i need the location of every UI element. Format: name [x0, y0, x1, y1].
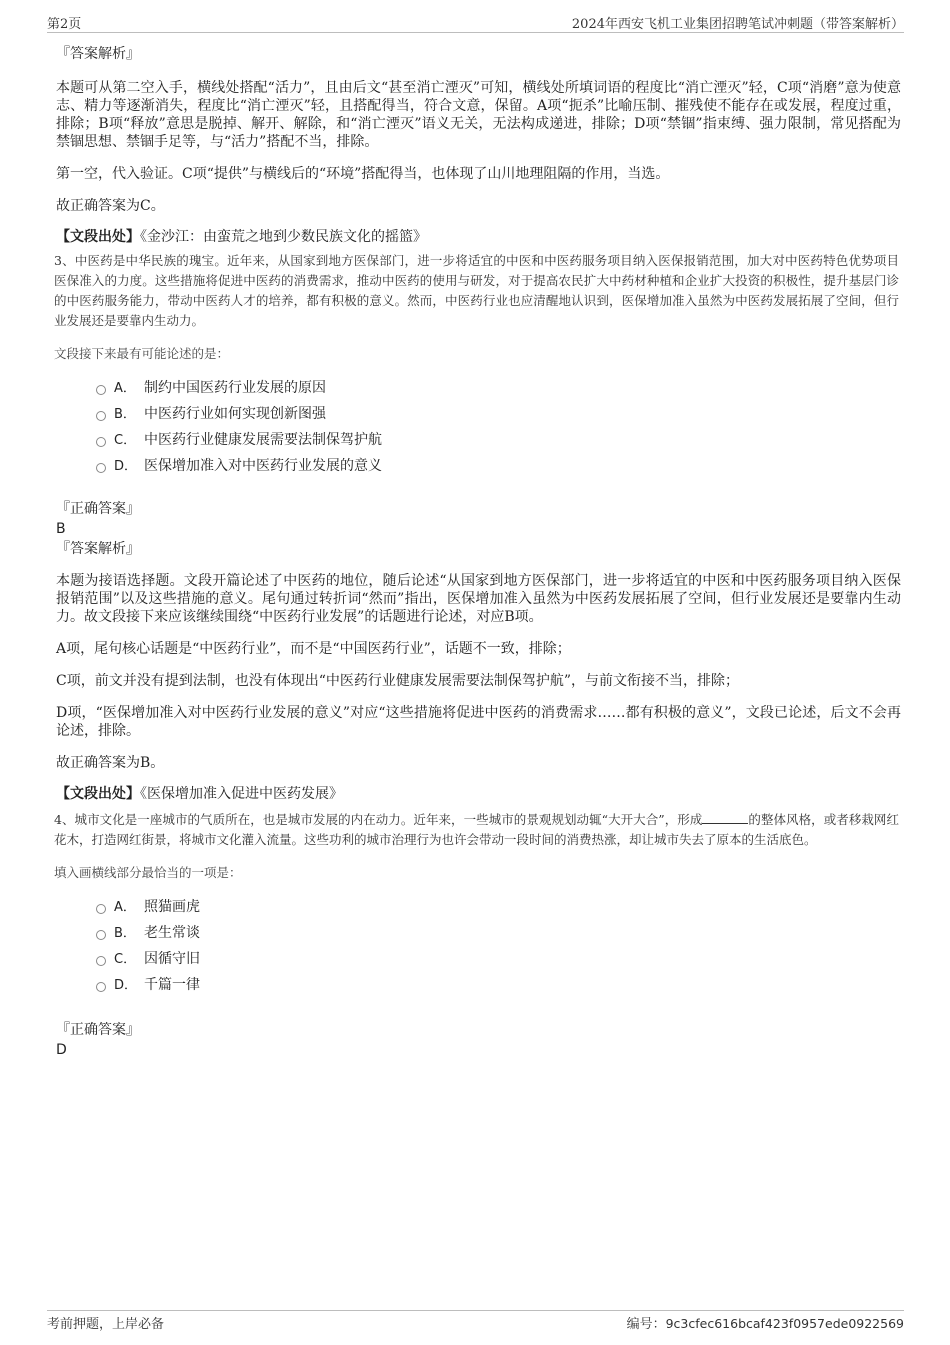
radio-icon[interactable] — [96, 437, 106, 447]
analysis-paragraph: 本题可从第二空入手，横线处搭配“活力”，且由后文“甚至消亡湮灭”可知，横线处所填词语的程度比“消亡湮灭”轻，C项“消磨”意为使意志、精力等逐渐消失，程度比“消亡湮灭”轻，且搭配得当，符合文意，保留。A项“扼杀”比喻压制、摧残使不能存在或发展，程度过重，排除；B项“释放”意思是脱掉、解开、解除，和“消亡湮灭”语义无关，无法构成递进，排除；D项“禁锢”指束缚、强力限制，常见搭配为禁锢思想、禁锢手足等，与“活力”搭配不当，排除。 — [56, 80, 901, 150]
radio-icon[interactable] — [96, 385, 106, 395]
document-code: 编号：9c3cfec616bcaf423f0957ede0922569 — [626, 1316, 904, 1332]
source-title: 《金沙江：由蛮荒之地到少数民族文化的摇篮》 — [140, 229, 427, 245]
footer-slogan: 考前押题，上岸必备 — [47, 1317, 165, 1332]
source-label: 【文段出处】 — [56, 786, 140, 802]
radio-icon[interactable] — [96, 904, 106, 914]
analysis-conclusion: 故正确答案为C。 — [56, 198, 165, 214]
source-title: 《医保增加准入促进中医药发展》 — [140, 786, 343, 802]
page-footer — [47, 1313, 904, 1331]
radio-icon[interactable] — [96, 930, 106, 940]
option-d[interactable]: D． 医保增加准入对中医药行业发展的意义 — [96, 453, 941, 479]
answer-analysis-tag: 『答案解析』 — [56, 541, 140, 557]
option-a[interactable]: A． 照猫画虎 — [96, 894, 941, 920]
question-4-prompt: 填入画横线部分最恰当的一项是： — [54, 865, 242, 880]
fill-blank — [702, 811, 748, 824]
question-4-text: 4、城市文化是一座城市的气质所在，也是城市发展的内在动力。近年来，一些城市的景观规划动辄“大开大合”，形成 的整体风格，或者移栽网红花木，打造网红街景，将城市文化灌入流量。这些功利的城市治理行为也许会带动一段时间的消费热涨，却让城市失去了原本的生活底色。 — [54, 812, 899, 847]
analysis-conclusion: 故正确答案为B。 — [56, 755, 165, 771]
correct-answer-tag: 『正确答案』 — [56, 1022, 140, 1038]
page-content — [56, 44, 901, 1060]
option-c[interactable]: C． 因循守旧 — [96, 946, 941, 972]
header-divider — [47, 32, 904, 33]
question-3-prompt: 文段接下来最有可能论述的是： — [54, 346, 230, 361]
page-header — [47, 13, 904, 31]
correct-answer: D — [56, 1042, 67, 1058]
radio-icon[interactable] — [96, 463, 106, 473]
question-3-options — [56, 375, 901, 479]
option-b[interactable]: B． 中医药行业如何实现创新图强 — [96, 401, 941, 427]
radio-icon[interactable] — [96, 982, 106, 992]
option-c[interactable]: C． 中医药行业健康发展需要法制保驾护航 — [96, 427, 941, 453]
question-4-options — [56, 894, 901, 998]
answer-analysis-tag: 『答案解析』 — [56, 46, 140, 62]
analysis-paragraph: 第一空，代入验证。C项“提供”与横线后的“环境”搭配得当，也体现了山川地理阻隔的作用，当选。 — [56, 166, 670, 182]
analysis-paragraph: A项，尾句核心话题是“中医药行业”，而不是“中国医药行业”，话题不一致，排除； — [56, 641, 571, 657]
option-b[interactable]: B． 老生常谈 — [96, 920, 941, 946]
source-line — [56, 227, 901, 247]
analysis-paragraph: D项，“医保增加准入对中医药行业发展的意义”对应“这些措施将促进中医药的消费需求……都有积极的意义”，文段已论述，后文不会再论述，排除。 — [56, 705, 901, 739]
option-d[interactable]: D． 千篇一律 — [96, 972, 941, 998]
source-label: 【文段出处】 — [56, 229, 140, 245]
radio-icon[interactable] — [96, 956, 106, 966]
analysis-paragraph: 本题为接语选择题。文段开篇论述了中医药的地位，随后论述“从国家到地方医保部门，进一步将适宜的中医和中医药服务项目纳入医保报销范围”以及这些措施的意义。尾句通过转折词“然而”指出，医保增加准入虽然为中医药发展拓展了空间，但行业发展还是要靠内生动力。故文段接下来应该继续围绕“中医药行业发展”的话题进行论述，对应B项。 — [56, 573, 901, 625]
correct-answer-tag: 『正确答案』 — [56, 501, 140, 517]
option-a[interactable]: A． 制约中国医药行业发展的原因 — [96, 375, 941, 401]
footer-divider — [47, 1310, 904, 1311]
document-title: 2024年西安飞机工业集团招聘笔试冲刺题（带答案解析） — [571, 17, 904, 32]
radio-icon[interactable] — [96, 411, 106, 421]
page-number: 第2页 — [47, 17, 82, 32]
correct-answer: B — [56, 521, 66, 537]
question-3-text: 3、中医药是中华民族的瑰宝。近年来，从国家到地方医保部门，进一步将适宜的中医和中医药服务项目纳入医保报销范围，加大对中医药特色优势项目医保准入的力度。这些措施将促进中医药的消费需求，推动中医药的使用与研发，对于提高农民扩大中药材种植和企业扩大投资的积极性，提升基层门诊的中医药服务能力，带动中医药人才的培养，都有积极的意义。然而，中医药行业也应清醒地认识到，医保增加准入虽然为中医药发展拓展了空间，但行业发展还是要靠内生动力。 — [54, 253, 899, 328]
analysis-paragraph: C项，前文并没有提到法制，也没有体现出“中医药行业健康发展需要法制保驾护航”，与前文衔接不当，排除； — [56, 673, 740, 689]
source-line — [56, 784, 901, 804]
